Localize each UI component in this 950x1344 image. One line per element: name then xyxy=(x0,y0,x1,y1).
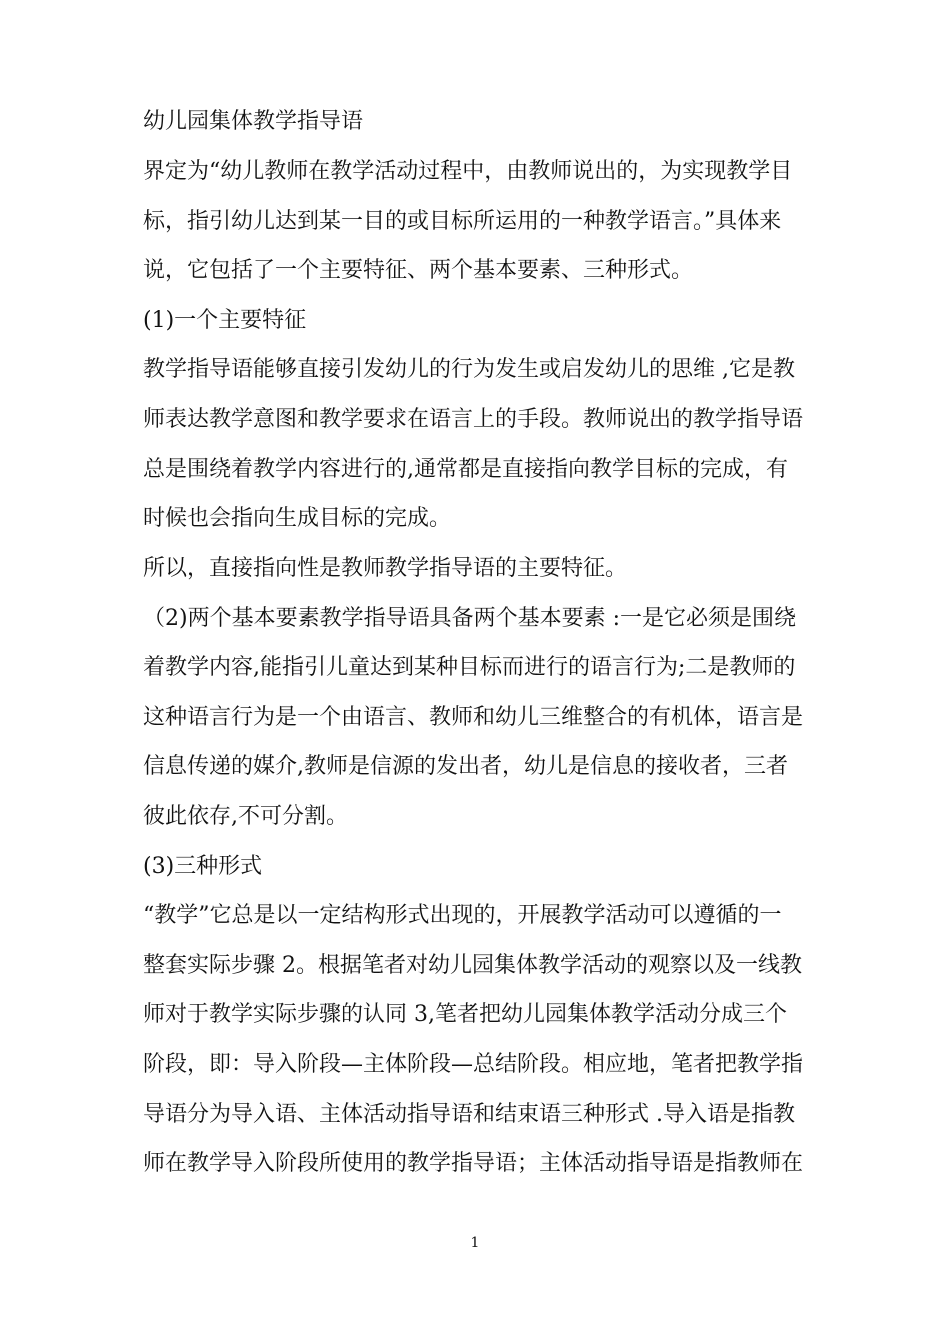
page-number: 1 xyxy=(470,1235,480,1251)
document-title: 幼儿园集体教学指导语 xyxy=(143,109,364,134)
section-heading: （2)两个基本要素教学指导语具备两个基本要素 :一是它必须是围绕 xyxy=(143,606,796,631)
section-heading: (3)三种形式 xyxy=(143,854,263,879)
text-line: 说，它包括了一个主要特征、两个基本要素、三种形式。 xyxy=(143,258,694,283)
text-line: 着教学内容,能指引儿童达到某种目标而进行的语言行为;二是教师的 xyxy=(143,655,796,680)
text-line: 所以，直接指向性是教师教学指导语的主要特征。 xyxy=(143,556,628,581)
text-line: 界定为“幼儿教师在教学活动过程中，由教师说出的，为实现教学目 xyxy=(143,159,793,184)
text-line: 彼此依存,不可分割。 xyxy=(143,804,348,829)
text-line: 导语分为导入语、主体活动指导语和结束语三种形式 .导入语是指教 xyxy=(143,1102,795,1127)
text-line: 时候也会指向生成目标的完成。 xyxy=(143,506,452,531)
text-line: 师在教学导入阶段所使用的教学指导语；主体活动指导语是指教师在 xyxy=(143,1151,804,1176)
text-line: 这种语言行为是一个由语言、教师和幼儿三维整合的有机体，语言是 xyxy=(143,705,804,730)
text-line: 阶段，即：导入阶段—主体阶段—总结阶段。相应地，笔者把教学指 xyxy=(143,1052,804,1077)
text-line: 信息传递的媒介,教师是信源的发出者，幼儿是信息的接收者，三者 xyxy=(143,754,788,779)
section-heading: (1)一个主要特征 xyxy=(143,308,307,333)
text-line: 标，指引幼儿达到某一目的或目标所运用的一种教学语言。”具体来 xyxy=(143,209,782,234)
text-line: 师表达教学意图和教学要求在语言上的手段。教师说出的教学指导语 xyxy=(143,407,804,432)
text-line: 教学指导语能够直接引发幼儿的行为发生或启发幼儿的思维 ,它是教 xyxy=(143,357,795,382)
text-line: “教学”它总是以一定结构形式出现的，开展教学活动可以遵循的一 xyxy=(143,903,782,928)
text-line: 整套实际步骤 2。根据笔者对幼儿园集体教学活动的观察以及一线教 xyxy=(143,953,802,978)
text-line: 师对于教学实际步骤的认同 3,笔者把幼儿园集体教学活动分成三个 xyxy=(143,1002,787,1027)
text-line: 总是围绕着教学内容进行的,通常都是直接指向教学目标的完成，有 xyxy=(143,457,788,482)
